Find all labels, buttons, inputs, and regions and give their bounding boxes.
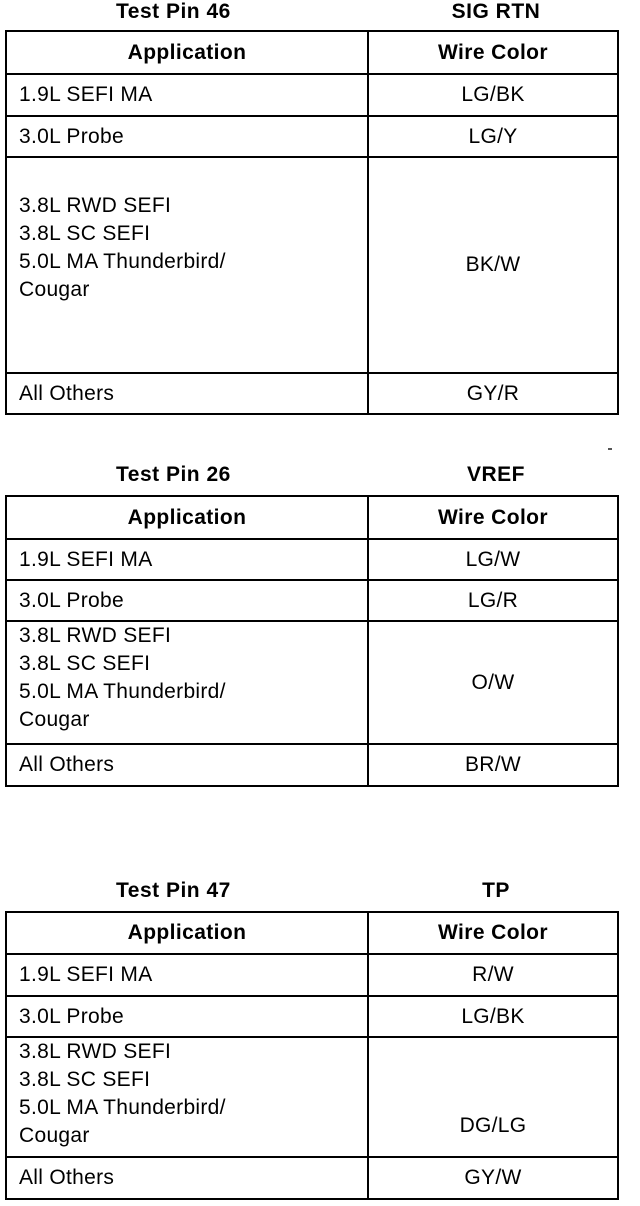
table-row	[6, 621, 618, 744]
table-row	[6, 539, 618, 580]
table-row	[6, 157, 618, 373]
wire-color-cell: LG/W	[368, 539, 618, 580]
application-line: All Others	[19, 753, 115, 776]
wire-color-cell: LG/R	[368, 580, 618, 621]
table-row	[6, 74, 618, 116]
wire-color-table	[5, 30, 619, 415]
wire-color-table	[5, 911, 619, 1200]
application-line: 1.9L SEFI MA	[19, 963, 153, 986]
application-line: 3.0L Probe	[19, 1004, 124, 1028]
application-line: 1.9L SEFI MA	[19, 547, 153, 571]
wire-color-header: Wire Color	[368, 496, 618, 539]
application-line: 3.0L Probe	[19, 124, 124, 148]
wire-color-header: Wire Color	[368, 31, 618, 74]
wire-color-cell: R/W	[368, 954, 618, 996]
table-row	[6, 373, 618, 414]
signal-label: TP	[482, 879, 510, 902]
application-header: Application	[6, 496, 368, 539]
application-line: 3.0L Probe	[19, 588, 124, 612]
table-row	[6, 580, 618, 621]
application-line: 5.0L MA Thunderbird/	[19, 680, 226, 703]
application-header: Application	[6, 912, 368, 954]
application-cell	[6, 621, 368, 744]
scan-speck	[608, 448, 612, 450]
application-cell	[6, 954, 368, 996]
application-line: Cougar	[19, 278, 90, 301]
application-cell	[6, 539, 368, 580]
wire-color-cell: LG/BK	[368, 74, 618, 116]
wire-color-cell: LG/Y	[368, 116, 618, 157]
application-header: Application	[6, 31, 368, 74]
application-line: All Others	[19, 1166, 115, 1189]
wire-color-cell: GY/W	[368, 1157, 618, 1199]
application-line: 3.8L RWD SEFI	[19, 194, 172, 217]
table-row	[6, 116, 618, 157]
wire-color-cell: LG/BK	[368, 996, 618, 1037]
application-line: All Others	[19, 381, 115, 405]
wire-color-cell: O/W	[368, 621, 618, 744]
signal-label: VREF	[466, 463, 525, 486]
application-cell	[6, 74, 368, 116]
pin-label: Test Pin 46	[116, 0, 231, 23]
table-row	[6, 1037, 618, 1157]
application-line: 5.0L MA Thunderbird/	[19, 1096, 226, 1119]
table-row	[6, 1157, 618, 1199]
pin-label: Test Pin 26	[116, 463, 231, 486]
application-cell	[6, 1037, 368, 1157]
application-line: Cougar	[19, 708, 90, 731]
wire-color-cell: GY/R	[368, 373, 618, 414]
application-cell	[6, 996, 368, 1037]
wire-color-cell: BR/W	[368, 744, 618, 786]
pin-label: Test Pin 47	[116, 879, 231, 902]
application-line: 3.8L RWD SEFI	[19, 1040, 172, 1063]
application-line: Cougar	[19, 1124, 90, 1147]
application-cell	[6, 373, 368, 414]
application-line: 3.8L RWD SEFI	[19, 624, 172, 647]
application-line: 5.0L MA Thunderbird/	[19, 250, 226, 273]
signal-label: SIG RTN	[451, 0, 541, 23]
wire-color-header: Wire Color	[368, 912, 618, 954]
application-cell	[6, 1157, 368, 1199]
wire-color-cell: BK/W	[368, 157, 618, 373]
table-row	[6, 954, 618, 996]
application-cell	[6, 157, 368, 373]
application-line: 3.8L SC SEFI	[19, 652, 151, 675]
application-cell	[6, 580, 368, 621]
wire-color-value: DG/LG	[459, 1114, 527, 1137]
table-row	[6, 996, 618, 1037]
application-line: 3.8L SC SEFI	[19, 1068, 151, 1091]
application-cell	[6, 116, 368, 157]
wire-color-cell	[368, 1037, 618, 1157]
application-line: 1.9L SEFI MA	[19, 83, 153, 106]
application-line: 3.8L SC SEFI	[19, 222, 151, 245]
wire-color-table	[5, 495, 619, 787]
table-row	[6, 744, 618, 786]
application-cell	[6, 744, 368, 786]
